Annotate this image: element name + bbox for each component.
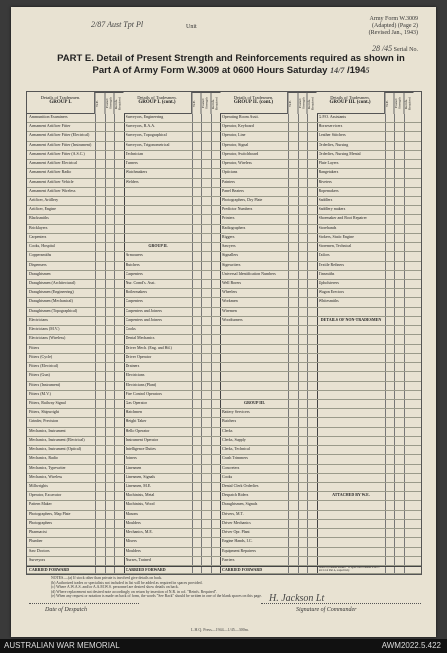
trade-name: GROUP III. xyxy=(244,400,265,405)
trade-name: Pattern Maker xyxy=(29,502,52,507)
trade-name: GROUP II. xyxy=(148,244,168,249)
trade-name: Electricians xyxy=(29,317,48,322)
trade-name: Operator, Switchboard xyxy=(222,151,259,156)
trade-name: Predictor Numbers xyxy=(222,207,253,212)
table-row xyxy=(27,243,421,252)
trade-name: Stokers, Static Engine xyxy=(318,234,354,239)
print-code: L.H.Q. Press—1944—1/45—300m. xyxy=(191,627,249,632)
table-row xyxy=(27,123,421,132)
table-row xyxy=(27,529,421,538)
trade-name: Operator, Keyboard xyxy=(222,124,254,129)
trade-name: Masons xyxy=(125,511,138,516)
table-row xyxy=(27,511,421,520)
trade-name: Armament Artificer Fitter (A.S.C.) xyxy=(29,151,85,156)
trade-name: Clerks, Supply xyxy=(222,437,246,442)
trade-name: Draughtsmen (Topographical) xyxy=(29,308,78,313)
trade-name: Boilermakers xyxy=(125,290,148,295)
trade-name: Carpenters and Joiners xyxy=(125,308,162,313)
trade-name: Fitters (Electrical) xyxy=(29,364,59,369)
trade-name: Saw Doctors xyxy=(29,548,50,553)
trade-name: Carpenters and Joiners xyxy=(125,317,162,322)
trade-name: Equipment Repairers xyxy=(222,548,256,553)
trade-name: Fitters xyxy=(29,345,40,350)
trade-name: Mechanics, Instrument xyxy=(29,428,66,433)
carried-forward-label: CARRIED FORWARD xyxy=(29,568,70,572)
table-row xyxy=(27,501,421,510)
trade-name: Upholsterers xyxy=(318,281,339,286)
trade-name: Machinists, Wood xyxy=(125,502,155,507)
trade-name: Butchers xyxy=(222,419,237,424)
trade-name: Mixers xyxy=(125,539,137,544)
date-of-despatch-label: Date of Despatch xyxy=(45,607,87,613)
signature-line xyxy=(261,603,421,604)
signature-label: Signature of Commander xyxy=(296,607,357,613)
trade-name: Wiremen xyxy=(222,308,237,313)
trade-name: Gas Operator xyxy=(125,400,147,405)
table-row xyxy=(27,271,421,280)
table-row xyxy=(27,188,421,197)
trade-name: Whitesmiths xyxy=(318,299,339,304)
trade-name: Ammunition Examiners xyxy=(29,115,68,119)
table-row xyxy=(27,206,421,215)
trade-name: Photographers xyxy=(29,520,53,525)
trade-name: Driver Mech. (Eng. and Hd.) xyxy=(125,345,172,350)
trade-name: Textile Refiners xyxy=(318,262,345,267)
trade-name: Plate Layers xyxy=(318,161,339,166)
trade-name: Carpenters xyxy=(125,271,143,276)
trade-name: Tinsmiths xyxy=(318,271,335,276)
date-handwritten: 14/7 xyxy=(330,66,345,75)
trade-name: Leather Stitchers xyxy=(318,133,346,138)
table-row xyxy=(27,169,421,178)
table-row xyxy=(27,418,421,427)
trade-name: Rangetakers xyxy=(318,170,339,175)
trade-name: Engine Hands, I.C. xyxy=(222,539,253,544)
archive-footer xyxy=(0,639,447,653)
trade-name: Riggers xyxy=(222,234,235,239)
table-row xyxy=(27,308,421,317)
trade-name: Nurses, Trained xyxy=(125,557,151,562)
trade-name: Surveyors, Topographical xyxy=(125,133,167,138)
table-row xyxy=(27,483,421,492)
table-row xyxy=(27,428,421,437)
trade-name: Intelligence Duties xyxy=(125,447,156,452)
table-row xyxy=(27,179,421,188)
trade-name: Horseservicers xyxy=(318,124,343,129)
trade-name: Moulders xyxy=(125,520,141,525)
trade-name: Instrument Operator xyxy=(125,437,159,442)
trade-name: Electricians (Plant) xyxy=(125,382,157,387)
trade-name: Blacksmiths xyxy=(29,216,49,221)
trade-name: Armament Artificer Fitter (Electrical) xyxy=(29,133,90,138)
table-row xyxy=(27,557,421,566)
trade-name: Electricians (Wireless) xyxy=(29,336,66,341)
table-row xyxy=(27,391,421,400)
table-row xyxy=(27,298,421,307)
trade-name: Armament Artificer Fitter (Instrument) xyxy=(29,142,92,147)
trade-name: Signwriters xyxy=(222,262,241,267)
table-row xyxy=(27,289,421,298)
trade-name: Despatch Riders xyxy=(222,493,249,498)
table-row xyxy=(27,197,421,206)
column-header-we: W.E. xyxy=(385,92,395,114)
table-row xyxy=(27,548,421,557)
trade-name: Draughtsmen, Signals xyxy=(222,502,258,507)
table-row xyxy=(27,335,421,344)
trade-name: Hello Operator xyxy=(125,428,150,433)
table-row xyxy=(27,437,421,446)
trade-name: Operator, Line xyxy=(222,133,246,138)
trade-name: Mechanics, Instrument (Optical) xyxy=(29,447,82,452)
trade-name: Linesmen xyxy=(125,465,142,470)
trade-name: Fitters (Cycle) xyxy=(29,354,53,359)
table-row xyxy=(27,492,421,501)
unit-label: Unit xyxy=(186,24,197,30)
trade-name: Fitters (Gun) xyxy=(29,373,50,378)
trade-name: Turners xyxy=(125,161,138,166)
trade-name: Surveyors xyxy=(29,557,46,562)
trade-name: Armament Artificer Radio xyxy=(29,170,72,175)
archive-id: AWM2022.5.422 xyxy=(381,641,441,650)
trade-name: Mechanics, Radio xyxy=(29,456,58,461)
table-row xyxy=(27,317,421,326)
table-row xyxy=(27,234,421,243)
column-header-posted: Posted Strength xyxy=(105,92,115,114)
trade-name: Artificer, Engine xyxy=(29,207,56,212)
trade-name: Armourers xyxy=(125,253,143,258)
trade-name: DETAILS OF NON-TRADESMEN xyxy=(320,317,382,322)
column-header-reinf: Reinfs. Required xyxy=(404,92,414,114)
trade-name: Nur. Comd's. Asst. xyxy=(125,281,156,286)
trade-name: Technician xyxy=(125,151,143,156)
trade-name: Bricklayers xyxy=(29,225,48,230)
table-row xyxy=(27,142,421,151)
trade-name: Radiographers xyxy=(222,225,246,230)
trade-name: Sawyers xyxy=(222,244,236,249)
trade-name: Butchers xyxy=(125,262,140,267)
trade-name: Electricians (M.V.) xyxy=(29,327,60,332)
trade-name: Saddlers xyxy=(318,198,333,203)
trade-name: ATTACHED BY W.E. xyxy=(332,493,370,498)
trade-name: Operating Room Asstt. xyxy=(222,115,259,119)
table-row xyxy=(27,262,421,271)
trade-name: Panel Beaters xyxy=(222,188,244,193)
table-row xyxy=(27,345,421,354)
table-row xyxy=(27,409,421,418)
trade-name: Pharmacist xyxy=(29,530,47,535)
trade-name: Draughtsmen (Architectural) xyxy=(29,281,76,286)
trade-name: Fitters (M.V.) xyxy=(29,391,51,396)
trade-name: Grinder, Precision xyxy=(29,419,59,424)
table-row xyxy=(27,465,421,474)
trade-name: Armament Artificer Wireless xyxy=(29,188,76,193)
table-row xyxy=(27,363,421,372)
trade-name: Tailors xyxy=(318,253,330,258)
trade-name: Painters xyxy=(222,179,235,184)
table-row xyxy=(27,160,421,169)
table-row xyxy=(27,400,421,409)
trade-name: Mechanics, Instrument (Electrical) xyxy=(29,437,85,442)
trade-name: Draughtsmen (Engineering) xyxy=(29,290,74,295)
table-row xyxy=(27,114,421,123)
trade-name: Driver Mechanics xyxy=(222,520,251,525)
trade-name: Operator, Excavator xyxy=(29,493,62,498)
column-header-details: Details of Tradesmen. GROUP I. xyxy=(27,92,95,114)
trade-name: Shoemaker and Boot Repairer xyxy=(318,216,367,221)
trade-name: Cooks xyxy=(125,327,136,332)
trade-name: Fitters, Shipwright xyxy=(29,410,60,415)
trade-name: Surveyors, Engineering xyxy=(125,115,164,119)
trade-name: Farriers xyxy=(222,557,235,562)
trade-name: Storemen, Technical xyxy=(318,244,352,249)
trade-name: Artificer, Artillery xyxy=(29,198,59,203)
table-body xyxy=(27,114,421,566)
table-row xyxy=(27,326,421,335)
column-header-we: W.E. xyxy=(192,92,202,114)
table-row xyxy=(27,132,421,141)
trade-name: Hatchmen xyxy=(125,410,142,415)
trade-name: Height Taker xyxy=(125,419,147,424)
trade-name: Clerks, Technical xyxy=(222,447,250,452)
trade-name: Fitters, Railway Signal xyxy=(29,400,66,405)
trade-name: Woodturners xyxy=(222,317,243,322)
trade-name: Coppersmiths xyxy=(29,253,52,258)
trade-name: Watchmakers xyxy=(125,170,148,175)
trade-name: Armament Artificer Electrical xyxy=(29,161,77,166)
table-row xyxy=(27,280,421,289)
trade-name: Saddlery makers xyxy=(318,207,346,212)
trade-name: Surveyors, Trigonometrical xyxy=(125,142,170,147)
trade-name: Armament Artificer Fitter xyxy=(29,124,71,129)
column-header-posted: Posted Strength xyxy=(394,92,404,114)
trade-name: Orderlies, Nursing xyxy=(318,142,349,147)
trade-name: Draughtsmen (Mechanical) xyxy=(29,299,73,304)
form-identifier: Army Form W.3009 (Adapted) (Page 2) (Revised Jan., 1943) xyxy=(368,16,418,36)
form-title: PART E. Detail of Present Strength and Reinforcements required as shown in Part A of Army Form W.3009 at 0600 Hours Saturday 14/7 /1945 xyxy=(57,53,405,76)
trade-name: Drivers, M.T. xyxy=(222,511,244,516)
trade-name: Cooks xyxy=(222,474,233,479)
carried-forward-label: CARRIED FORWARD xyxy=(222,568,263,572)
trade-name: Photographers, Dry Plate xyxy=(222,198,263,203)
strength-table xyxy=(26,91,422,575)
trade-name: Surveyors, R.A.A. xyxy=(125,124,156,129)
trade-name: Drainers xyxy=(125,364,140,369)
table-row xyxy=(27,382,421,391)
trade-name: Mechanics, Wireless xyxy=(29,474,63,479)
column-header-details: Details of Tradesmen. GROUP III. (cont.) xyxy=(317,92,385,114)
trade-name: Storehands xyxy=(318,225,337,230)
trade-name: Fire Control Operators xyxy=(125,391,162,396)
trade-name: Operator, Wireless xyxy=(222,161,252,166)
carried-forward-label: CARRIED FORWARD xyxy=(125,568,166,572)
column-header-posted: Posted Strength xyxy=(298,92,308,114)
trade-name: Workmen xyxy=(222,299,238,304)
trade-name: Opticians xyxy=(222,170,238,175)
trade-name: Draughtsmen xyxy=(29,271,51,276)
trade-name: Driver Operator xyxy=(125,354,152,359)
trade-name: Driver Opr. Plant xyxy=(222,530,250,535)
table-row xyxy=(27,215,421,224)
trade-name: Welders xyxy=(125,179,139,184)
trade-name: G.P.O. Assistants xyxy=(318,115,347,119)
trade-name: Plumber xyxy=(29,539,43,544)
form-page xyxy=(11,7,436,637)
trade-name: Dispensers xyxy=(29,262,47,267)
column-header-details: Details of Tradesmen. GROUP II. (cont.) xyxy=(220,92,288,114)
trade-name: Dental Mechanics xyxy=(125,336,155,341)
trade-name: Orderlies, Nursing Mental xyxy=(318,151,361,156)
trade-name: Carpenters xyxy=(29,234,47,239)
trade-name: Ropemakers xyxy=(318,188,339,193)
trade-name: Machinists, Metal xyxy=(125,493,155,498)
trade-name: Clerks xyxy=(222,428,233,433)
date-line xyxy=(29,603,139,604)
column-header-details: Details of Tradesmen. GROUP I. (cont.) xyxy=(124,92,192,114)
table-row xyxy=(27,446,421,455)
column-header-we: W.E. xyxy=(95,92,105,114)
archive-name: AUSTRALIAN WAR MEMORIAL xyxy=(4,641,120,650)
trade-name: Armament Artificer Vehicle xyxy=(29,179,74,184)
trade-name: Wheelers xyxy=(222,290,238,295)
trade-name: Crash Trimmers xyxy=(222,456,248,461)
trade-name: Universal Identification Numbers xyxy=(222,271,276,276)
table-row xyxy=(27,252,421,261)
notes: NOTES.—(a) If stock other than private is involved give details on back. (b) Authorized trades or specialists not included in list will be added as required in spaces provided. (c) Where A.W.A.S. and/or A.A.M.W.S. personnel are desired show details on back. (d) Where replacement not desired note accordingly on return by insertion of N.R. in col. "Reinfs. Required". (e) When any request or notation is made on back of form, the words "See Back" should be written in one of the blank spaces on this page. xyxy=(51,576,262,598)
unit-handwritten: 2/87 Aust Tpt Pl xyxy=(91,20,144,29)
trade-name: Cooks, Hospital xyxy=(29,244,55,249)
column-header-posted: Posted Strength xyxy=(201,92,211,114)
trade-name: Printers xyxy=(222,216,235,221)
carried-forward-row xyxy=(27,566,421,574)
trade-name: Signallers xyxy=(222,253,238,258)
table-row xyxy=(27,474,421,483)
column-header-reinf: Reinfs. Required xyxy=(307,92,317,114)
column-header-we: W.E. xyxy=(288,92,298,114)
trade-name: Millwrights xyxy=(29,483,48,488)
table-row xyxy=(27,372,421,381)
table-row xyxy=(27,225,421,234)
trade-name: Well Borers xyxy=(222,281,242,286)
trade-name: Operator, Signal xyxy=(222,142,249,147)
trade-name: Mechanics, M.E. xyxy=(125,530,153,535)
trade-name: Photographers, Map Plate xyxy=(29,511,71,516)
trade-name: Riveters xyxy=(318,179,332,184)
column-header-reinf: Reinfs. Required xyxy=(114,92,124,114)
trade-name: Fitters (Instrument) xyxy=(29,382,61,387)
trade-name: Linesmen, Signals xyxy=(125,474,156,479)
carried-forward-label: Totals of columns marked * to agree with columns 4 and 5 and 14 of Part A, respectively. xyxy=(318,567,380,572)
trade-name: Linesmen, M.E. xyxy=(125,483,152,488)
trade-name: Mechanics, Typewriter xyxy=(29,465,66,470)
serial-number: 28 /45 Serial No. xyxy=(371,44,418,53)
table-row xyxy=(27,538,421,547)
trade-name: Moulders xyxy=(125,548,141,553)
trade-name: Electricians xyxy=(125,373,145,378)
table-row xyxy=(27,151,421,160)
trade-name: Joiners xyxy=(125,456,137,461)
trade-name: Wagon Erectors xyxy=(318,290,345,295)
table-row xyxy=(27,455,421,464)
table-row xyxy=(27,354,421,363)
trade-name: Dental Clerk Orderlies xyxy=(222,483,259,488)
trade-name: Battery Servicers xyxy=(222,410,250,415)
trade-name: Concreters xyxy=(222,465,240,470)
table-row xyxy=(27,520,421,529)
column-header-reinf: Reinfs. Required xyxy=(211,92,221,114)
commander-signature: H. Jackson Lt xyxy=(269,593,325,604)
trade-name: Carpenters xyxy=(125,299,143,304)
